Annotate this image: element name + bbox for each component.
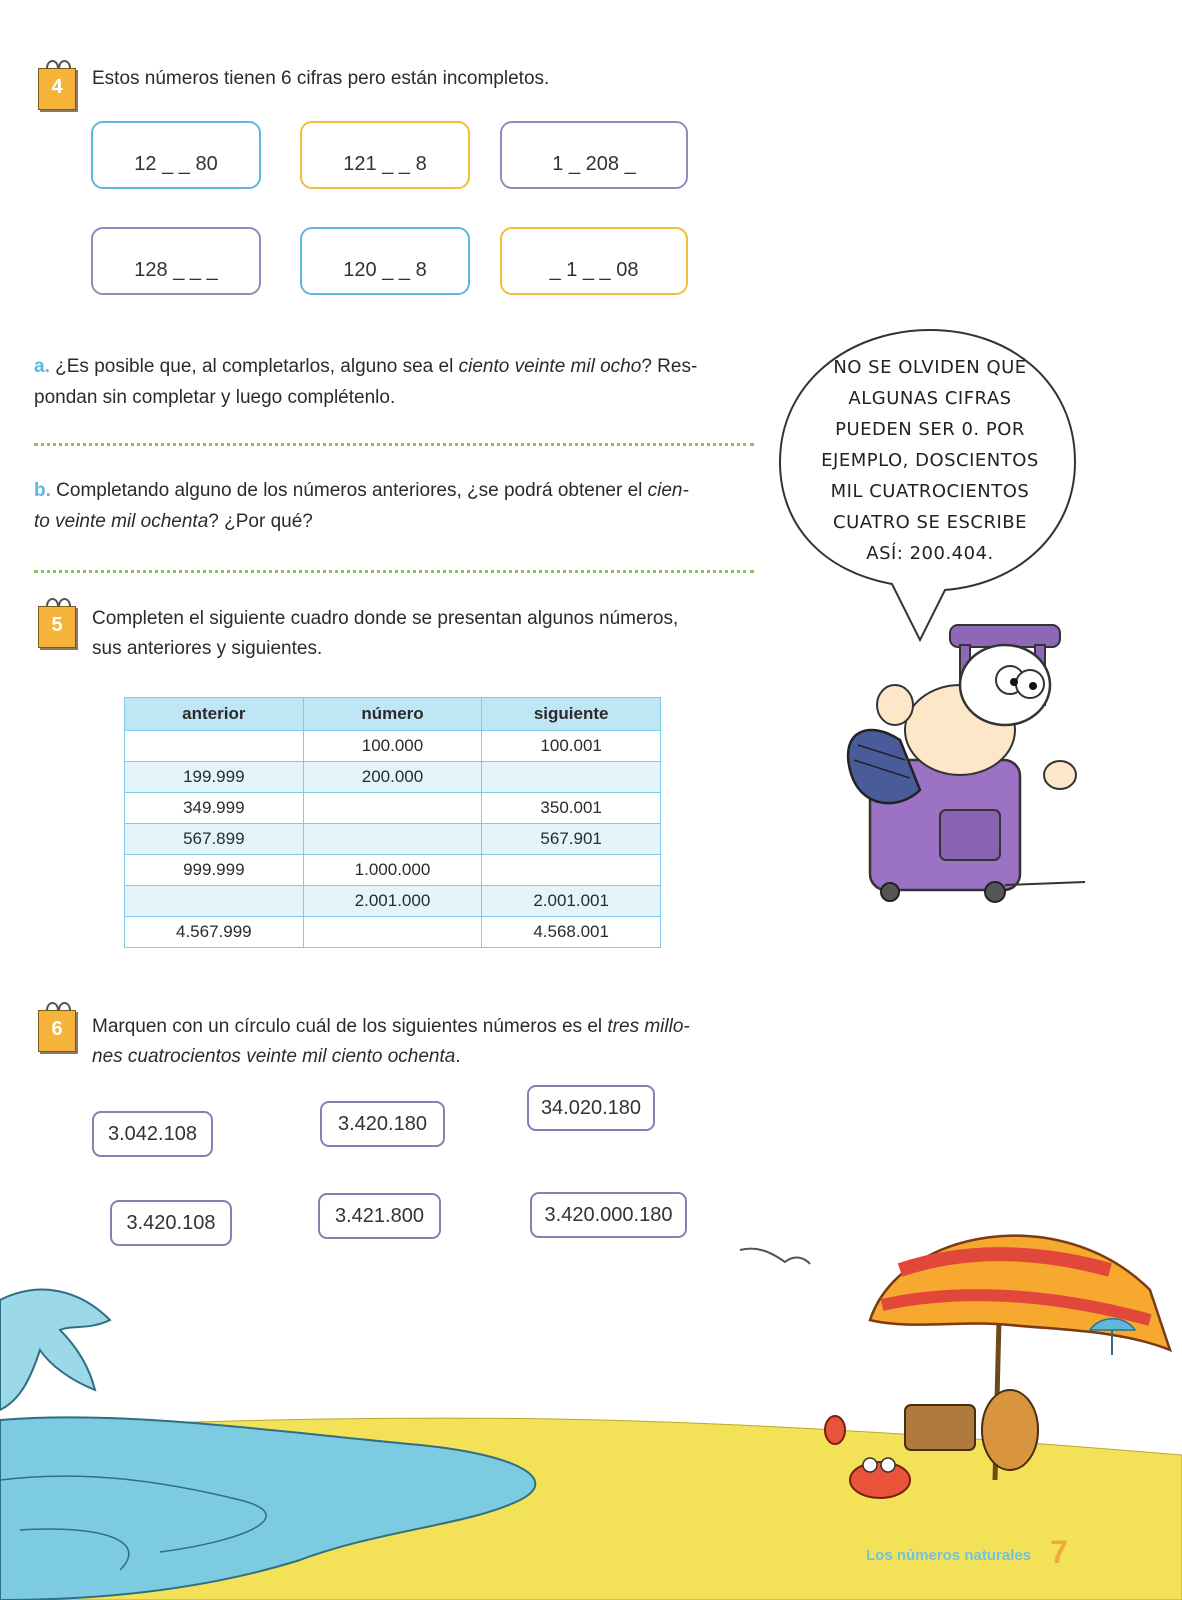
table-row <box>125 762 661 793</box>
exercise-6-prompt: Marquen con un círculo cuál de los siguientes números es el tres millo- nes cuatrocientos veinte mil ciento ochenta. <box>92 1016 690 1067</box>
footer-section-title: Los números naturales <box>866 1547 1032 1564</box>
number-box: _ 1 _ _ 08 <box>500 227 688 295</box>
exercise-4-icon <box>34 58 80 112</box>
option-box[interactable]: 3.420.108 <box>110 1200 232 1246</box>
table-row <box>125 824 661 855</box>
table-cell: 350.001 <box>482 793 661 824</box>
table-cell: 999.999 <box>125 855 304 886</box>
cartoon-character-suitcase-icon <box>830 620 1100 920</box>
table-row <box>125 855 661 886</box>
table-cell: 567.901 <box>482 824 661 855</box>
header-anterior: anterior <box>125 698 304 731</box>
table-cell[interactable] <box>303 793 482 824</box>
numbers-table <box>124 697 661 948</box>
option-box[interactable]: 3.421.800 <box>318 1193 441 1239</box>
question-b: b. Completando alguno de los números anteriores, ¿se podrá obtener el cien- to veinte mil ochenta? ¿Por qué? <box>34 480 689 532</box>
table-row <box>125 917 661 948</box>
option-box[interactable]: 3.042.108 <box>92 1111 213 1157</box>
speech-bubble-text: NO SE OLVIDEN QUE ALGUNAS CIFRAS PUEDEN SER 0. POR EJEMPLO, DOSCIENTOS MIL CUATROCIENTOS CUATRO SE ESCRIBE ASÍ: 200.404. <box>821 357 1039 564</box>
exercise-number: 5 <box>51 614 63 636</box>
exercise-number: 4 <box>51 76 63 98</box>
option-box[interactable]: 34.020.180 <box>527 1085 655 1131</box>
question-a: a. ¿Es posible que, al completarlos, alguno sea el ciento veinte mil ocho? Res- pondan sin completar y luego complétenlo. <box>34 356 698 408</box>
header-siguiente: siguiente <box>482 698 661 731</box>
header-numero: número <box>303 698 482 731</box>
answer-line-b[interactable] <box>34 570 754 573</box>
table-cell[interactable] <box>303 824 482 855</box>
table-cell: 2.001.001 <box>482 886 661 917</box>
exercise-6-icon <box>34 1000 80 1054</box>
table-cell[interactable] <box>482 762 661 793</box>
table-cell: 349.999 <box>125 793 304 824</box>
table-cell: 200.000 <box>303 762 482 793</box>
table-cell: 2.001.000 <box>303 886 482 917</box>
number-box: 120 _ _ 8 <box>300 227 470 295</box>
beach-illustration-icon <box>0 1180 1182 1600</box>
table-cell: 4.567.999 <box>125 917 304 948</box>
answer-line-a[interactable] <box>34 443 754 446</box>
option-box[interactable]: 3.420.000.180 <box>530 1192 687 1238</box>
table-row <box>125 793 661 824</box>
table-cell[interactable] <box>125 886 304 917</box>
table-cell: 100.000 <box>303 731 482 762</box>
table-cell: 1.000.000 <box>303 855 482 886</box>
number-box: 128 _ _ _ <box>91 227 261 295</box>
table-cell: 199.999 <box>125 762 304 793</box>
exercise-number: 6 <box>51 1018 63 1040</box>
page-number: 7 <box>1050 1534 1068 1570</box>
exercise-5-icon <box>34 596 80 650</box>
table-cell[interactable] <box>125 731 304 762</box>
table-cell[interactable] <box>303 917 482 948</box>
number-box: 12 _ _ 80 <box>91 121 261 189</box>
table-cell: 100.001 <box>482 731 661 762</box>
number-box: 1 _ 208 _ <box>500 121 688 189</box>
exercise-4-prompt: Estos números tienen 6 cifras pero están incompletos. <box>92 68 550 89</box>
table-row <box>125 886 661 917</box>
exercise-5-prompt: Completen el siguiente cuadro donde se presentan algunos números, sus anteriores y siguientes. <box>92 608 679 659</box>
table-cell: 4.568.001 <box>482 917 661 948</box>
number-box: 121 _ _ 8 <box>300 121 470 189</box>
table-cell: 567.899 <box>125 824 304 855</box>
option-box[interactable]: 3.420.180 <box>320 1101 445 1147</box>
table-row <box>125 731 661 762</box>
table-header <box>125 698 661 731</box>
table-cell[interactable] <box>482 855 661 886</box>
